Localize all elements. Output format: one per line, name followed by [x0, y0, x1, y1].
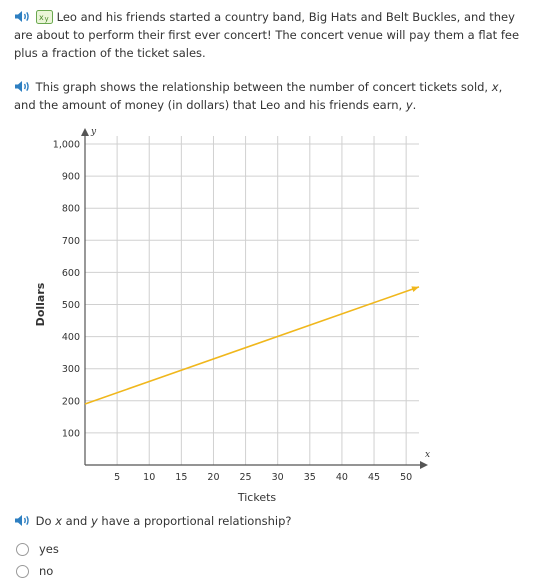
x-tick-label: 45: [367, 472, 381, 483]
y-axis-arrow-icon: [81, 128, 89, 136]
x-tick-label: 15: [175, 472, 188, 483]
x-tick-label: 20: [207, 472, 220, 483]
line-chart: [34, 124, 434, 509]
intro-paragraph: [14, 8, 527, 62]
question-text-c: have a proportional relationship?: [97, 514, 292, 528]
x-tick-label: 50: [400, 472, 413, 483]
y-tick-label: 100: [61, 428, 80, 440]
option-yes-label: yes: [39, 542, 59, 556]
x-tick-label: 25: [239, 472, 252, 483]
svg-text:x: x: [38, 13, 44, 22]
y-tick-label: 1,000: [52, 139, 80, 151]
graph-intro-text-b: , and the amount of money (in dollars) that Leo and his friends earn,: [14, 80, 503, 112]
y-tick-label: 300: [61, 364, 80, 376]
x-tick-label: 30: [271, 472, 284, 483]
x-tick-label: 40: [335, 472, 348, 483]
var-x: x: [55, 514, 63, 528]
x-tick-label: 5: [114, 472, 121, 483]
var-y: y: [90, 514, 98, 528]
var-y: y: [405, 98, 413, 112]
x-tick-label: 10: [143, 472, 156, 483]
x-axis-arrow-icon: [420, 461, 428, 469]
intro-text: Leo and his friends started a country band, Big Hats and Belt Buckles, and they are about to perform their first ever concert! The concert venue will pay them a flat fee plus a fraction of the ticket sales.: [14, 10, 520, 60]
grid-lines: [85, 136, 419, 465]
learn-with-example-icon[interactable]: [36, 10, 53, 24]
speaker-icon[interactable]: [14, 10, 32, 23]
y-tick-label: 400: [61, 332, 80, 344]
var-x: x: [491, 80, 499, 94]
series-layer: [85, 286, 419, 404]
y-tick-label: 900: [61, 171, 80, 183]
svg-text:y: y: [44, 15, 49, 23]
y-tick-label: 200: [61, 396, 80, 408]
question-text-a: Do: [35, 514, 56, 528]
y-axis-variable: y: [91, 127, 97, 137]
option-no-label: no: [39, 564, 54, 578]
graph-intro-text-c: .: [412, 98, 417, 112]
question-text-b: and: [62, 514, 91, 528]
radio-yes[interactable]: [16, 543, 29, 556]
x-axis-label: Tickets: [237, 491, 277, 504]
question: [14, 512, 527, 530]
tick-labels: [53, 140, 412, 484]
x-axis-variable: x: [425, 450, 431, 460]
speaker-icon[interactable]: [14, 80, 32, 93]
x-tick-label: 35: [303, 472, 316, 483]
y-tick-label: 600: [61, 267, 80, 279]
graph-intro-paragraph: [14, 78, 527, 114]
option-no[interactable]: [16, 564, 53, 578]
axes: [81, 128, 431, 469]
y-tick-label: 800: [61, 203, 80, 215]
graph-intro-text-a: This graph shows the relationship between the number of concert tickets sold,: [35, 80, 492, 94]
y-tick-label: 500: [61, 300, 80, 311]
speaker-icon[interactable]: [14, 514, 32, 527]
y-axis-label: Dollars: [34, 282, 47, 327]
series-arrow-icon: [411, 286, 419, 292]
option-yes[interactable]: [16, 542, 59, 556]
radio-no[interactable]: [16, 565, 29, 578]
y-tick-label: 700: [61, 235, 80, 247]
